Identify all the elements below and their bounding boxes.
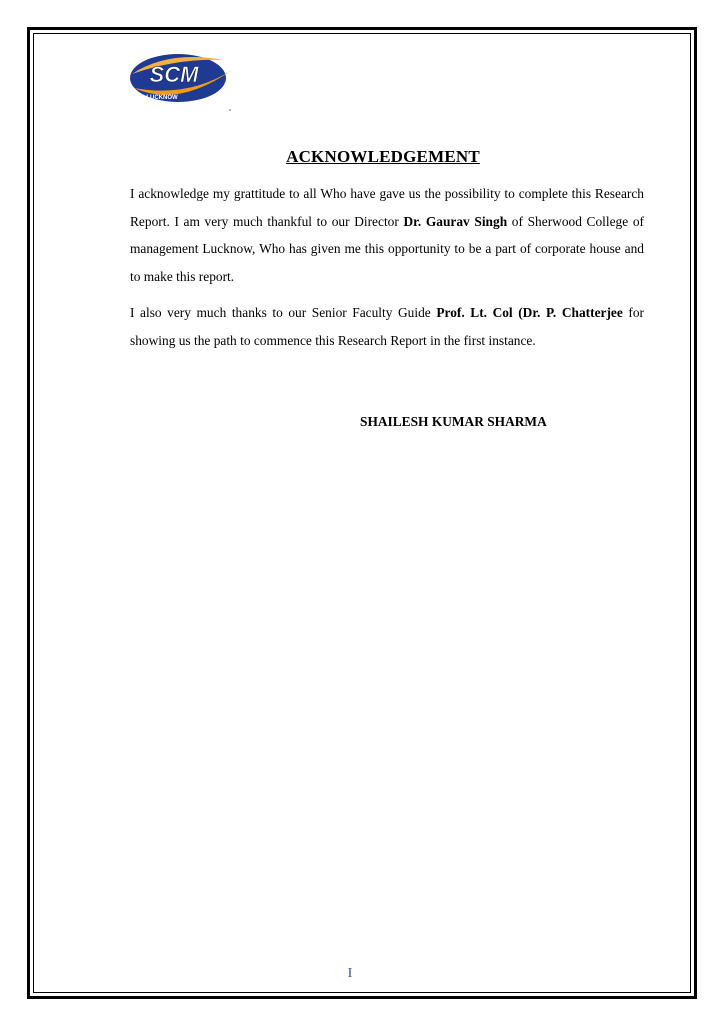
paragraph-1-text-a: I acknowledge my grattitude to all Who have gave us the possibility to complete this Research Report. I am very much thankful to our Director <box>130 186 644 229</box>
page-number: I <box>347 966 353 981</box>
logo-main-text: SCM <box>149 62 199 87</box>
paragraph-1-text-b: of Sherwood College of management Lucknow, Who has given me this opportunity to be a part of corporate house and to make this report. <box>130 213 644 284</box>
acknowledgement-paragraph-2 <box>130 299 644 354</box>
director-name: Dr. Gaurav Singh <box>403 213 508 229</box>
page-title: ACKNOWLEDGEMENT <box>286 147 480 166</box>
faculty-guide-name: Prof. Lt. Col (Dr. P. Chatterjee <box>436 305 623 320</box>
logo-sub-text: LUCKNOW <box>146 95 178 101</box>
paragraph-2-text-a: I also very much thanks to our Senior Faculty Guide <box>130 305 437 320</box>
acknowledgement-paragraph-1 <box>130 180 644 290</box>
author-signature-name: SHAILESH KUMAR SHARMA <box>360 414 547 429</box>
scm-logo-graphic <box>128 44 238 114</box>
scm-logo <box>128 44 238 114</box>
page-border-inner <box>33 33 691 993</box>
paragraph-2-text-b: for showing us the path to commence this Research Report in the first instance. <box>130 305 644 348</box>
